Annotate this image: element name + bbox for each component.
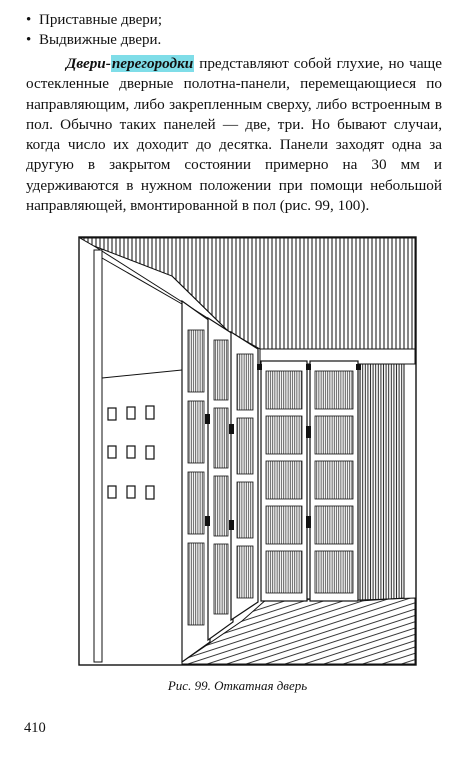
- bullet-marker: •: [26, 32, 32, 48]
- paragraph-text: представляют собой глухие, но чаще остекленные дверные полотна-панели, перемещающиеся по направляющим, либо закрепленным сверху, либо встроенным в пол. Обычно таких панелей — две, три. Но бывают случаи, когда число их доходит до десятка. Панели заходят одна за другую в закрытом состоянии примерно на 30 мм и удерживаются в нужном положении при помощи небольшой направляющей, вмонтированной в пол (рис. 99, 100).: [26, 55, 442, 215]
- back-wall: [360, 360, 404, 601]
- body-paragraph: [26, 54, 442, 216]
- list-item: [26, 30, 446, 50]
- bullet-list: [26, 10, 446, 50]
- list-item: [26, 10, 446, 30]
- figure-caption: Рис. 99. Откатная дверь: [167, 678, 308, 693]
- ceiling: [80, 238, 415, 349]
- left-wall: [94, 250, 102, 662]
- term-lead: Двери-: [66, 55, 111, 72]
- page-number: 410: [24, 720, 46, 736]
- bullet-text: Выдвижные двери.: [39, 32, 162, 48]
- wall-windows: [108, 406, 154, 499]
- sliding-door-illustration: [78, 236, 418, 668]
- bullet-text: Приставные двери;: [39, 12, 162, 28]
- term-highlight: перегородки: [111, 55, 194, 72]
- bullet-marker: •: [26, 12, 32, 28]
